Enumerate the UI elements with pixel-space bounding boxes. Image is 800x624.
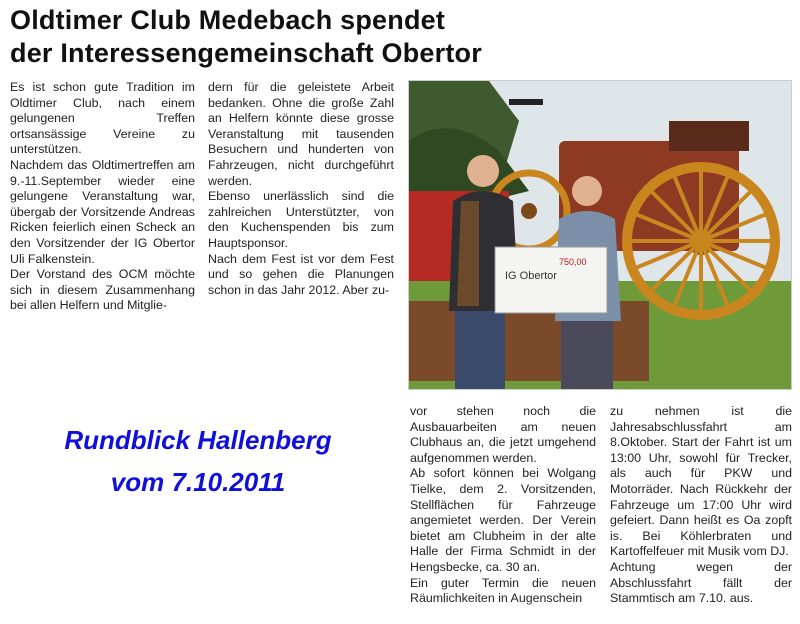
cheque-payee: IG Obertor [505,270,557,282]
headline-line-2: der Interessengemeinschaft Obertor [10,38,482,68]
photo-carriage-seat [669,121,749,151]
photo-cheque [495,247,607,313]
paragraph: Ein guter Termin die neuen Räumlichkeiten in Augenschein [410,575,596,606]
paragraph: Nach dem Fest ist vor dem Fest und so gehen die Planungen schon in das Jahr 2012. Aber zu- [208,251,394,297]
paragraph: dern für die geleistete Arbeit bedanken. Ohne die große Zahl an Helfern könnte diese grosse Veranstaltung mit tausenden Besuchern und hunderten von Fahrzeugen, nicht durchgeführt werden. [208,80,394,188]
source-publication: Rundblick Hallenberg [64,425,332,455]
paragraph: Achtung wegen der Abschlussfahrt fällt der Stammtisch am 7.10. aus. [610,559,792,606]
cheque-amount: 750,00 [559,257,587,267]
text-column-2 [208,80,394,298]
paragraph: Es ist schon gute Tradition im Oldtimer Club, nach einem gelungenen Treffen ortsansässige Vereine zu unterstützen. [10,80,195,157]
paragraph: Ab sofort können bei Wolgang Tielke, dem 2. Vorsitzenden, Stellflächen für Fahrzeuge angemietet werden. Der Verein bietet am Clubheim in der alte Halle der Firma Schmidt in der Hengsbecke, ca. 30 an. [410,466,596,574]
text-column-1 [10,80,195,314]
photo-steering-wheel [509,99,543,105]
paragraph: Ebenso unerlässlich sind die zahlreichen Unterstützter, von den Kuchenspenden bis zum Hauptsponsor. [208,189,394,250]
paragraph: Nachdem das Oldtimertreffen am 9.-11.September wieder eine gelungene Veranstaltung war, übergab der Vorsitzende Andreas Ricken feierlich einen Scheck an den Vorsitzender der IG Obertor Uli Falkenstein. [10,157,195,266]
source-date: vom 7.10.2011 [110,467,286,497]
article-headline [10,4,790,70]
paragraph: vor stehen noch die Ausbauarbeiten am neuen Clubhaus an, die jetzt umgehend aufgenommen werden. [410,404,596,465]
article-photo [408,80,792,390]
paragraph: zu nehmen ist die Jahresabschlussfahrt am 8.Oktober. Start der Fahrt ist um 13:00 Uhr, sowohl für Trecker, als auch für PKW und Motorräder. Nach Rückkehr der Fahrzeuge um 17:00 Uhr wird gefeiert. Dann heißt es Oa zopft is. Bei Köhlerbraten und Kartoffelfeuer mit Musik vom DJ. [610,404,792,559]
text-column-4 [610,404,792,607]
photo-wheel-large [627,167,775,315]
headline-line-1: Oldtimer Club Medebach spendet [10,5,446,35]
paragraph: Der Vorstand des OCM möchte sich in diesem Zusammenhang bei allen Helfern und Mitglie- [10,267,195,313]
photo-illustration [409,81,792,390]
text-column-3 [410,404,596,607]
